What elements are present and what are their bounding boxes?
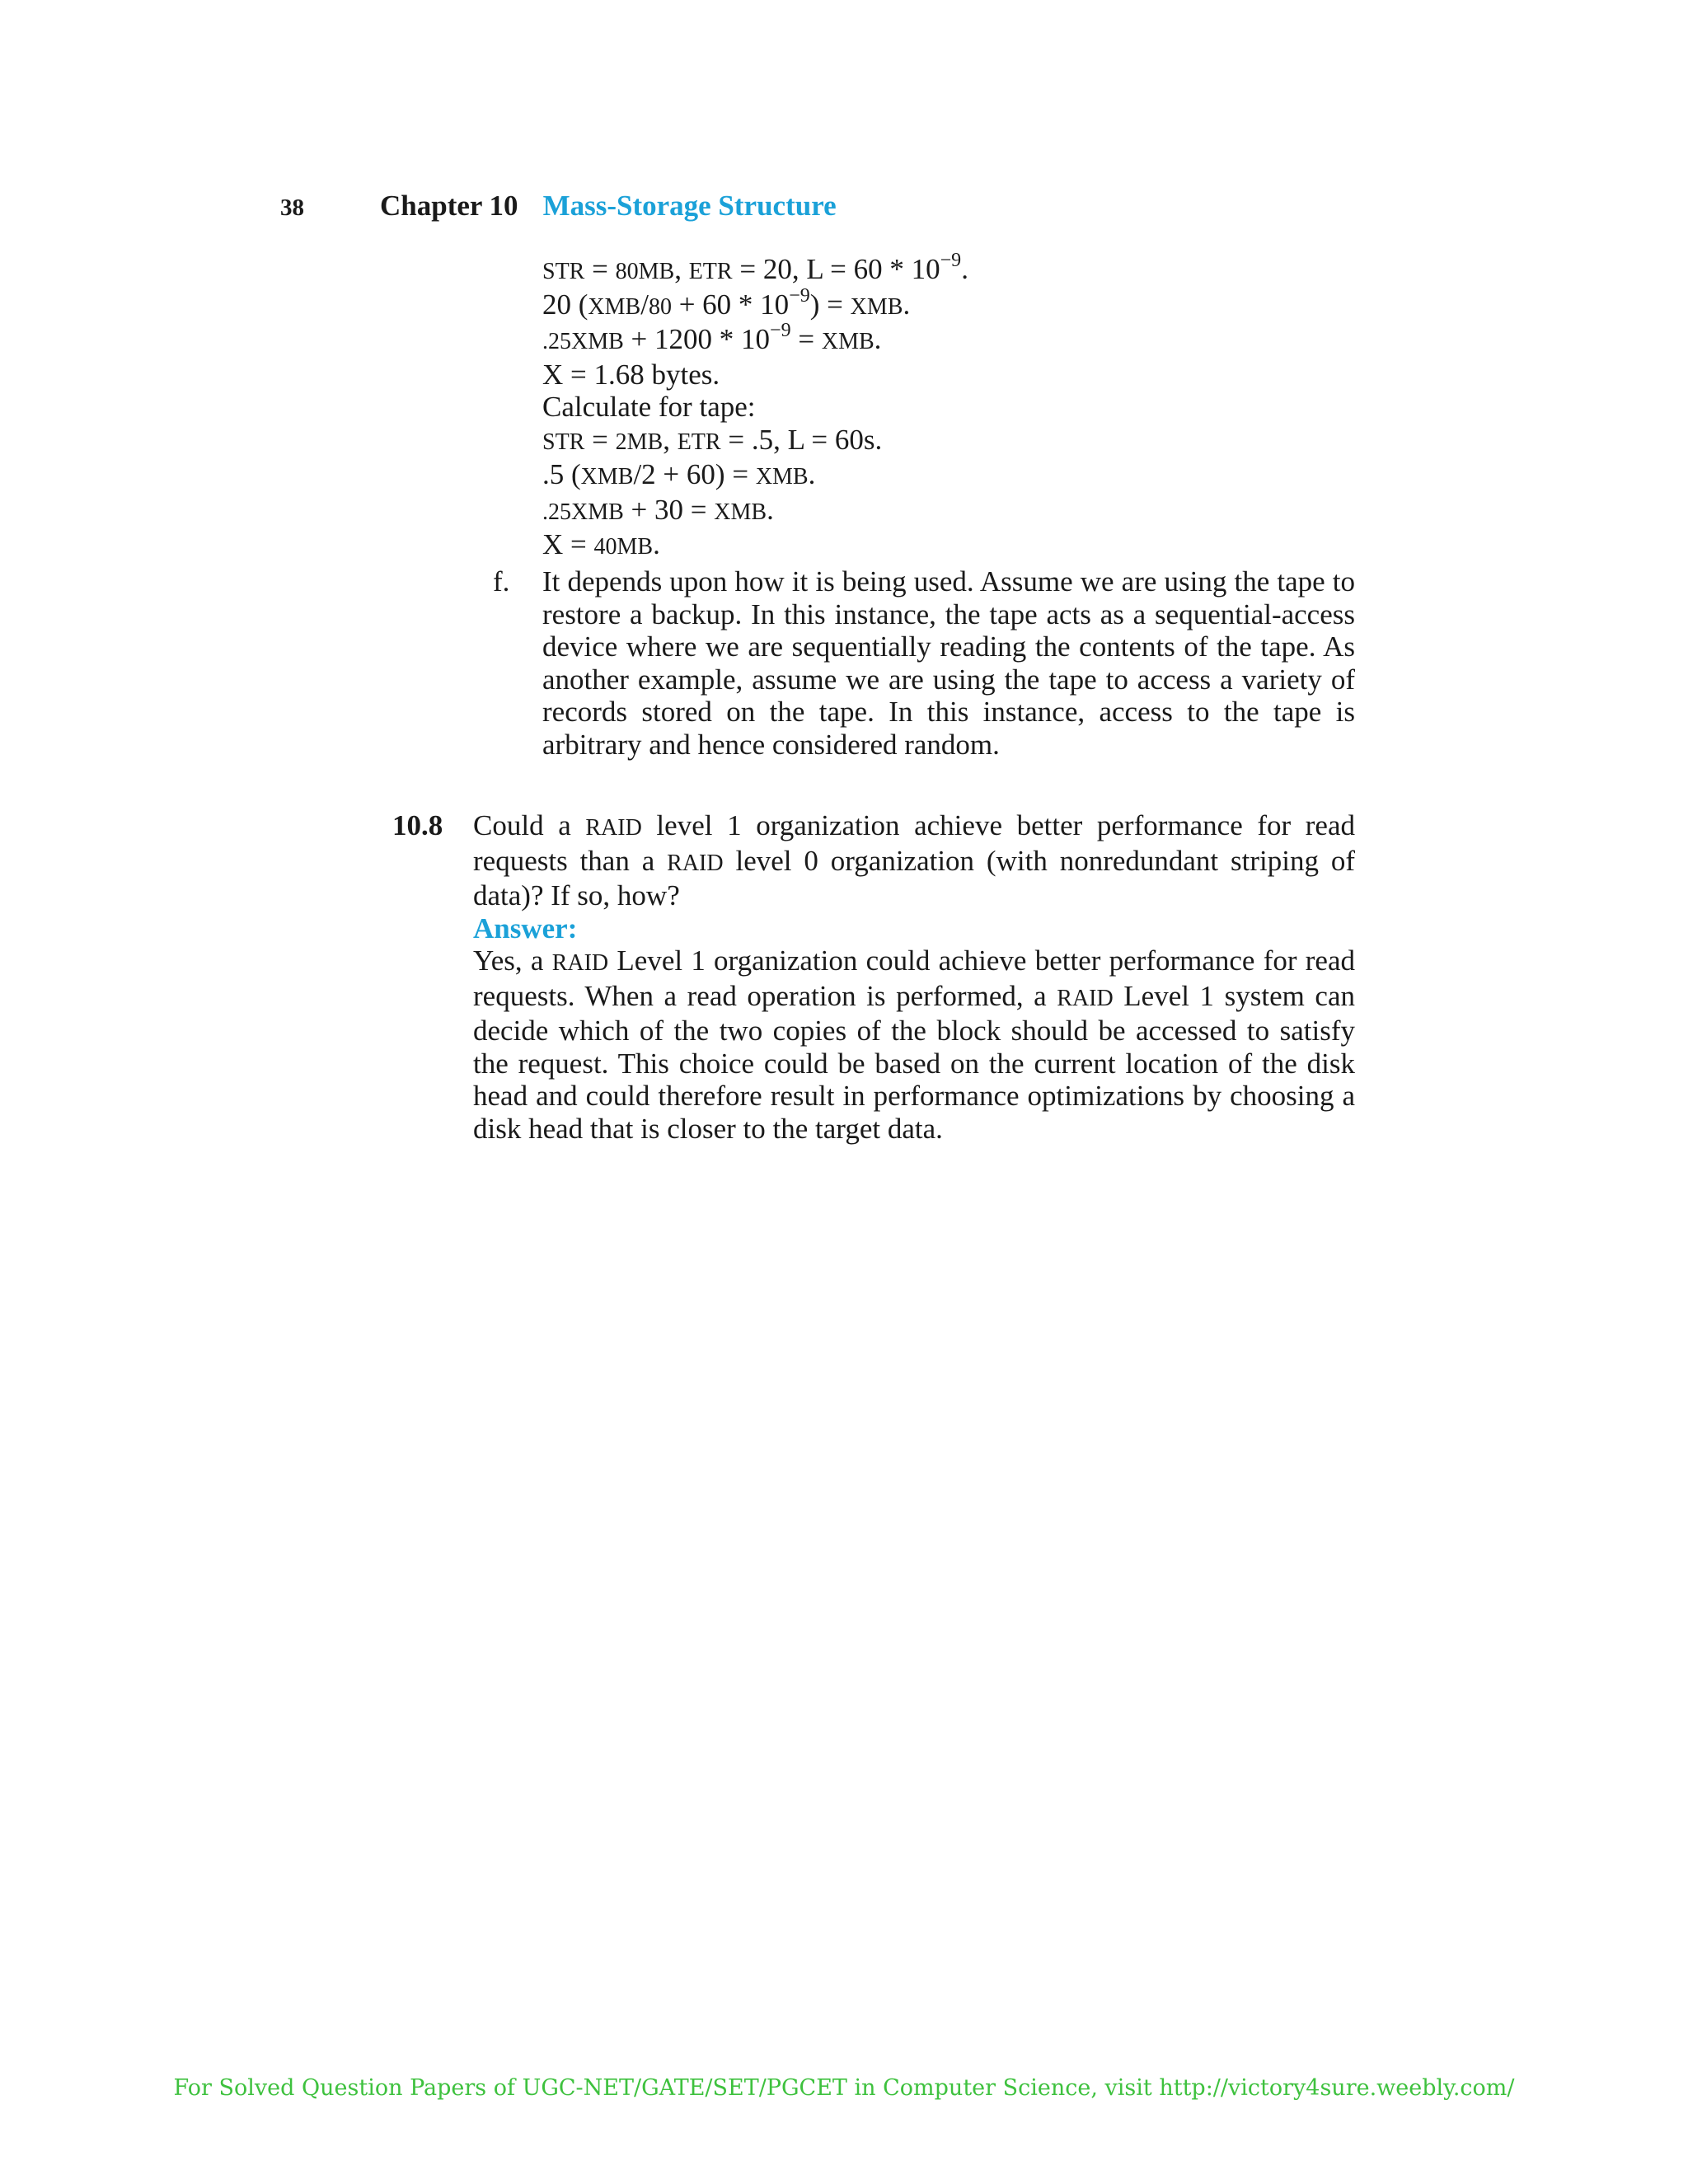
eq-text: , bbox=[663, 423, 678, 456]
equation-line-5: Calculate for tape: bbox=[542, 391, 756, 423]
footer-link-text: For Solved Question Papers of UGC-NET/GATE/SET/PGCET in Computer Science, visit http://victory4sure.weebly.com/ bbox=[173, 2075, 1515, 2101]
equation-line-4: X = 1.68 bytes. bbox=[542, 358, 720, 391]
equation-line-9 bbox=[542, 528, 1367, 564]
eq-text: = bbox=[790, 323, 822, 355]
eq-text: = 20, L = 60 * 10 bbox=[732, 253, 940, 285]
eq-text: / bbox=[640, 288, 649, 321]
eq-text: 20 ( bbox=[542, 288, 588, 321]
eq-text: . bbox=[808, 458, 816, 490]
eq-text: ) = bbox=[809, 288, 851, 321]
eq-xmb: XMB bbox=[821, 329, 874, 354]
text-run: level 1 organization achieve better performance for read requests than a bbox=[473, 809, 1356, 877]
raid-term: RAID bbox=[551, 950, 609, 976]
eq-etr: ETR bbox=[688, 259, 733, 284]
raid-term: RAID bbox=[1057, 985, 1114, 1011]
answer-text bbox=[473, 944, 1355, 1145]
eq-xmb: XMB bbox=[714, 499, 767, 525]
raid-term: RAID bbox=[667, 850, 724, 876]
running-head bbox=[380, 190, 837, 223]
eq-value: .25 bbox=[542, 499, 571, 525]
eq-text: /2 + 60) = bbox=[633, 458, 756, 490]
eq-xmb: XMB bbox=[850, 293, 903, 320]
equation-line-7 bbox=[542, 458, 1367, 494]
chapter-label: Chapter 10 bbox=[380, 190, 518, 222]
text-run: Level 1 system can decide which of the two copies of the block should be accessed to satisfy the request. This choice could be based on the current location of the disk head and could therefore result in performance optimizations by choosing a disk head that is closer to the target data. bbox=[473, 979, 1355, 1145]
list-item-text: It depends upon how it is being used. Assume we are using the tape to restore a backup. In this instance, the tape acts as a sequential-access device where we are sequentially reading the contents of the tape. As another example, assume we are using the tape to access a variety of records stored on the tape. In this instance, access to the tape is arbitrary and hence considered random. bbox=[542, 565, 1355, 761]
eq-str: STR bbox=[542, 429, 585, 455]
eq-exponent: −9 bbox=[789, 284, 810, 307]
text-run: Level 1 organization could achieve better performance for read requests. When a read operation is performed, a bbox=[473, 944, 1355, 1012]
eq-etr: ETR bbox=[677, 429, 721, 455]
equation-block bbox=[542, 250, 1367, 564]
question-text bbox=[473, 809, 1355, 912]
eq-xmb: XMB bbox=[588, 293, 641, 320]
eq-exponent: −9 bbox=[770, 320, 791, 342]
eq-value: 80 bbox=[648, 293, 672, 320]
eq-exponent: −9 bbox=[940, 250, 962, 272]
chapter-title: Mass-Storage Structure bbox=[542, 190, 837, 222]
eq-text: = .5, L = 60s. bbox=[720, 423, 883, 456]
eq-text: X = bbox=[542, 528, 594, 560]
eq-text: .5 ( bbox=[542, 458, 581, 490]
text-run: Could a bbox=[473, 809, 586, 841]
equation-line-3 bbox=[542, 320, 1367, 359]
eq-text: . bbox=[903, 288, 911, 321]
page-number: 38 bbox=[280, 194, 304, 221]
eq-text: . bbox=[874, 323, 882, 355]
eq-value: .25 bbox=[542, 329, 571, 354]
text-run: level 0 organization (with nonredundant striping of data)? If so, how? bbox=[473, 844, 1356, 912]
equation-line-8 bbox=[542, 494, 1367, 529]
eq-text: . bbox=[961, 253, 968, 285]
eq-value: 40MB bbox=[593, 534, 654, 560]
eq-value: 2MB bbox=[615, 429, 663, 455]
eq-value: 80MB bbox=[615, 259, 675, 284]
question-number: 10.8 bbox=[392, 809, 443, 841]
eq-text: + 30 = bbox=[623, 493, 715, 526]
text-run: Yes, a bbox=[473, 944, 552, 977]
eq-str: STR bbox=[542, 259, 585, 284]
eq-text: + 60 * 10 bbox=[671, 288, 790, 321]
eq-text: , bbox=[674, 253, 689, 285]
eq-text: = bbox=[584, 253, 616, 285]
eq-text: . bbox=[767, 493, 774, 526]
eq-xmb: XMB bbox=[580, 464, 634, 490]
eq-text: = bbox=[584, 423, 616, 456]
list-item-label: f. bbox=[493, 565, 510, 598]
eq-xmb: XMB bbox=[755, 464, 809, 490]
raid-term: RAID bbox=[585, 815, 642, 841]
eq-text: + 1200 * 10 bbox=[623, 323, 771, 355]
equation-line-2 bbox=[542, 284, 1367, 324]
eq-text: . bbox=[653, 528, 660, 560]
question-body bbox=[473, 809, 1355, 1145]
equation-line-6 bbox=[542, 424, 1367, 459]
equation-line-1 bbox=[542, 250, 1367, 288]
eq-xmb: XMB bbox=[571, 499, 624, 525]
eq-xmb: XMB bbox=[571, 329, 624, 354]
answer-label: Answer: bbox=[473, 912, 578, 944]
